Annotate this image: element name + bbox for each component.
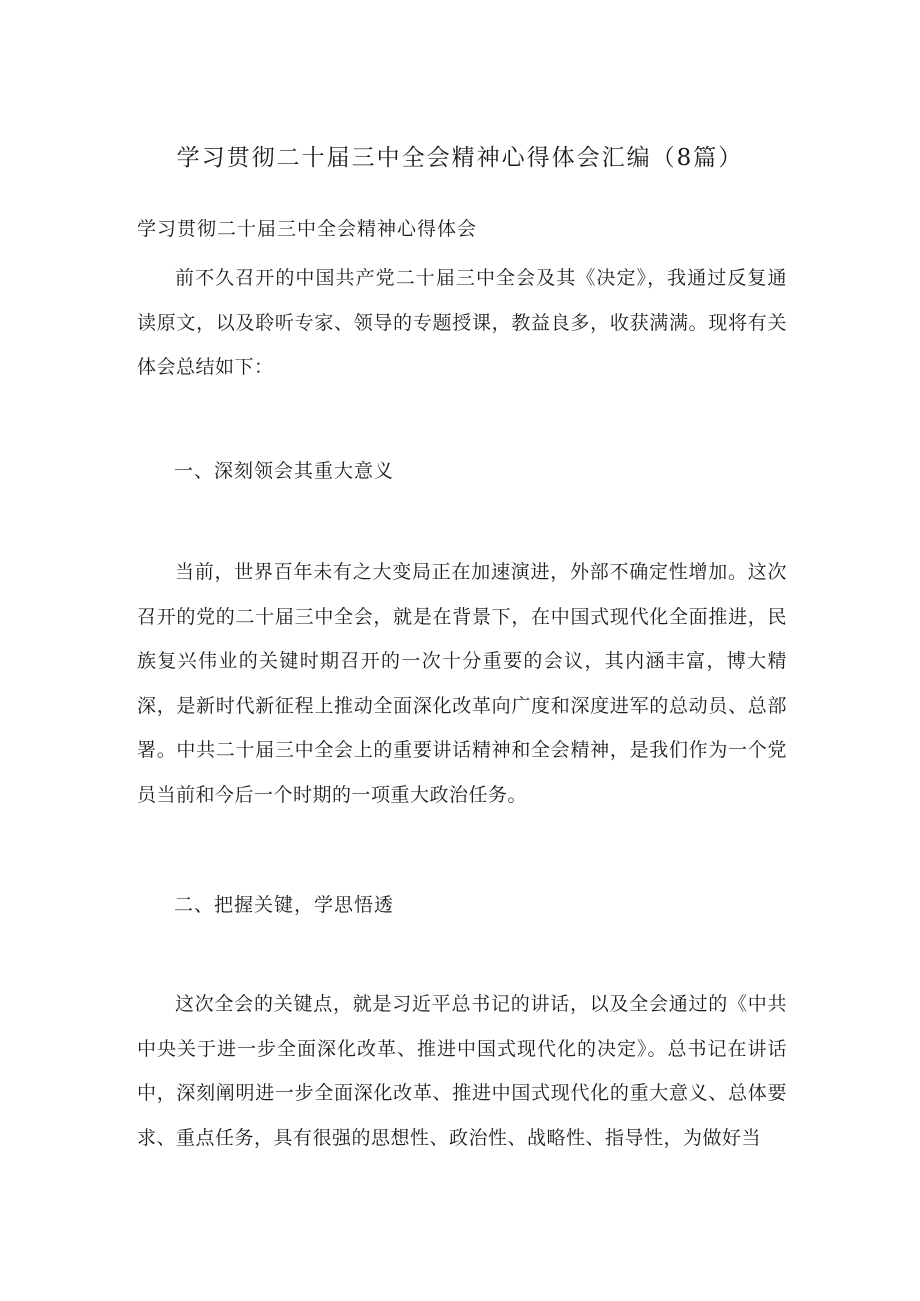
section-heading-2: 二、把握关键，学思悟透 [174,894,395,916]
section-paragraph-2: 这次全会的关键点，就是习近平总书记的讲话，以及全会通过的《中共中央关于进一步全面深化改革、推进中国式现代化的决定》。总书记在讲话中，深刻阐明进一步全面深化改革、推进中国式现代化的重大意义、总体要求、重点任务，具有很强的思想性、政治性、战略性、指导性，为做好当 [137,993,787,1149]
section-heading-1: 一、深刻领会其重大意义 [174,460,395,482]
document-title: 学习贯彻二十届三中全会精神心得体会汇编（8篇） [176,145,744,171]
intro-paragraph: 前不久召开的中国共产党二十届三中全会及其《决定》，我通过反复通读原文，以及聆听专家、领导的专题授课，教益良多，收获满满。现将有关体会总结如下： [137,267,787,378]
section-paragraph-1: 当前，世界百年未有之大变局正在加速演进，外部不确定性增加。这次召开的党的二十届三中全会，就是在背景下，在中国式现代化全面推进，民族复兴伟业的关键时期召开的一次十分重要的会议，其内涵丰富，博大精深，是新时代新征程上推动全面深化改革向广度和深度进军的总动员、总部署。中共二十届三中全会上的重要讲话精神和全会精神，是我们作为一个党员当前和今后一个时期的一项重大政治任务。 [137,561,787,806]
document-subtitle: 学习贯彻二十届三中全会精神心得体会 [137,218,478,240]
